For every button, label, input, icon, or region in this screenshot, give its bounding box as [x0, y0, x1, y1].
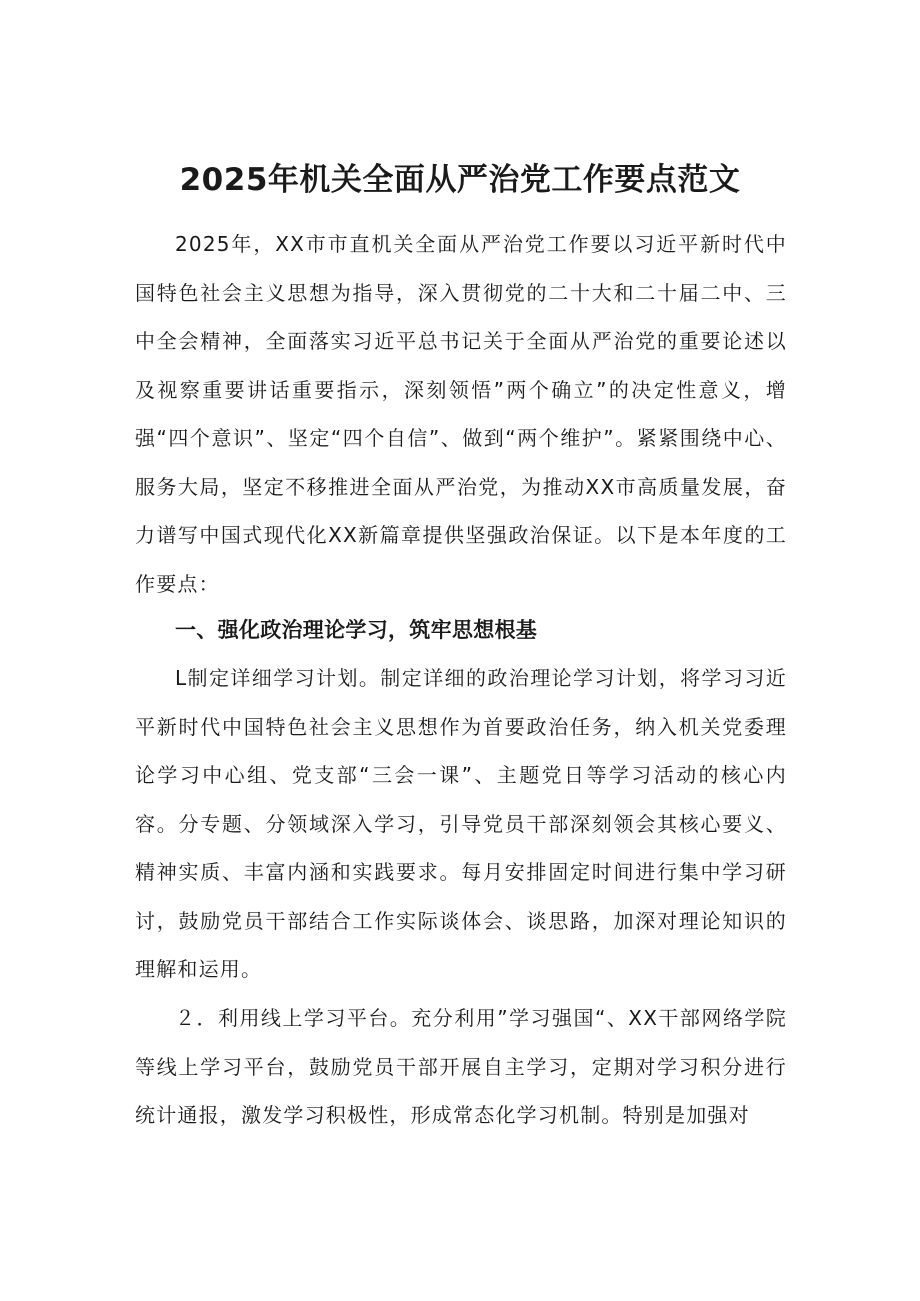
document-title: 2025年机关全面从严治党工作要点范文	[179, 162, 741, 198]
intro-paragraph: 2025年，XX市市直机关全面从严治党工作要以习近平新时代中国特色社会主义思想为指导，深入贯彻党的二十大和二十届二中、三中全会精神，全面落实习近平总书记关于全面从严治党的重要论述以及视察重要讲话重要指示，深刻领悟”两个确立”的决定性意义，增强“四个意识”、坚定“四个自信”、做到“两个维护”。紧紧围绕中心、服务大局，坚定不移推进全面从严治党，为推动XX市高质量发展，奋力谱写中国式现代化XX新篇章提供坚强政治保证。以下是本年度的工作要点：	[135, 232, 787, 596]
item-paragraph-1: L制定详细学习计划。制定详细的政治理论学习计划，将学习习近平新时代中国特色社会主义思想作为首要政治任务，纳入机关党委理论学习中心组、党支部“三会一课”、主题党日等学习活动的核心内容。分专题、分领域深入学习，引导党员干部深刻领会其核心要义、精神实质、丰富内涵和实践要求。每月安排固定时间进行集中学习研讨，鼓励党员干部结合工作实际谈体会、谈思路，加深对理论知识的理解和运用。	[135, 666, 787, 981]
item-paragraph-2: ２．利用线上学习平台。充分利用”学习强国“、XX干部网络学院等线上学习平台，鼓励党员干部开展自主学习，定期对学习积分进行统计通报，激发学习积极性，形成常态化学习机制。特别是加强对	[135, 1006, 787, 1127]
section-heading-1: 一、强化政治理论学习，筑牢思想根基	[175, 618, 538, 642]
